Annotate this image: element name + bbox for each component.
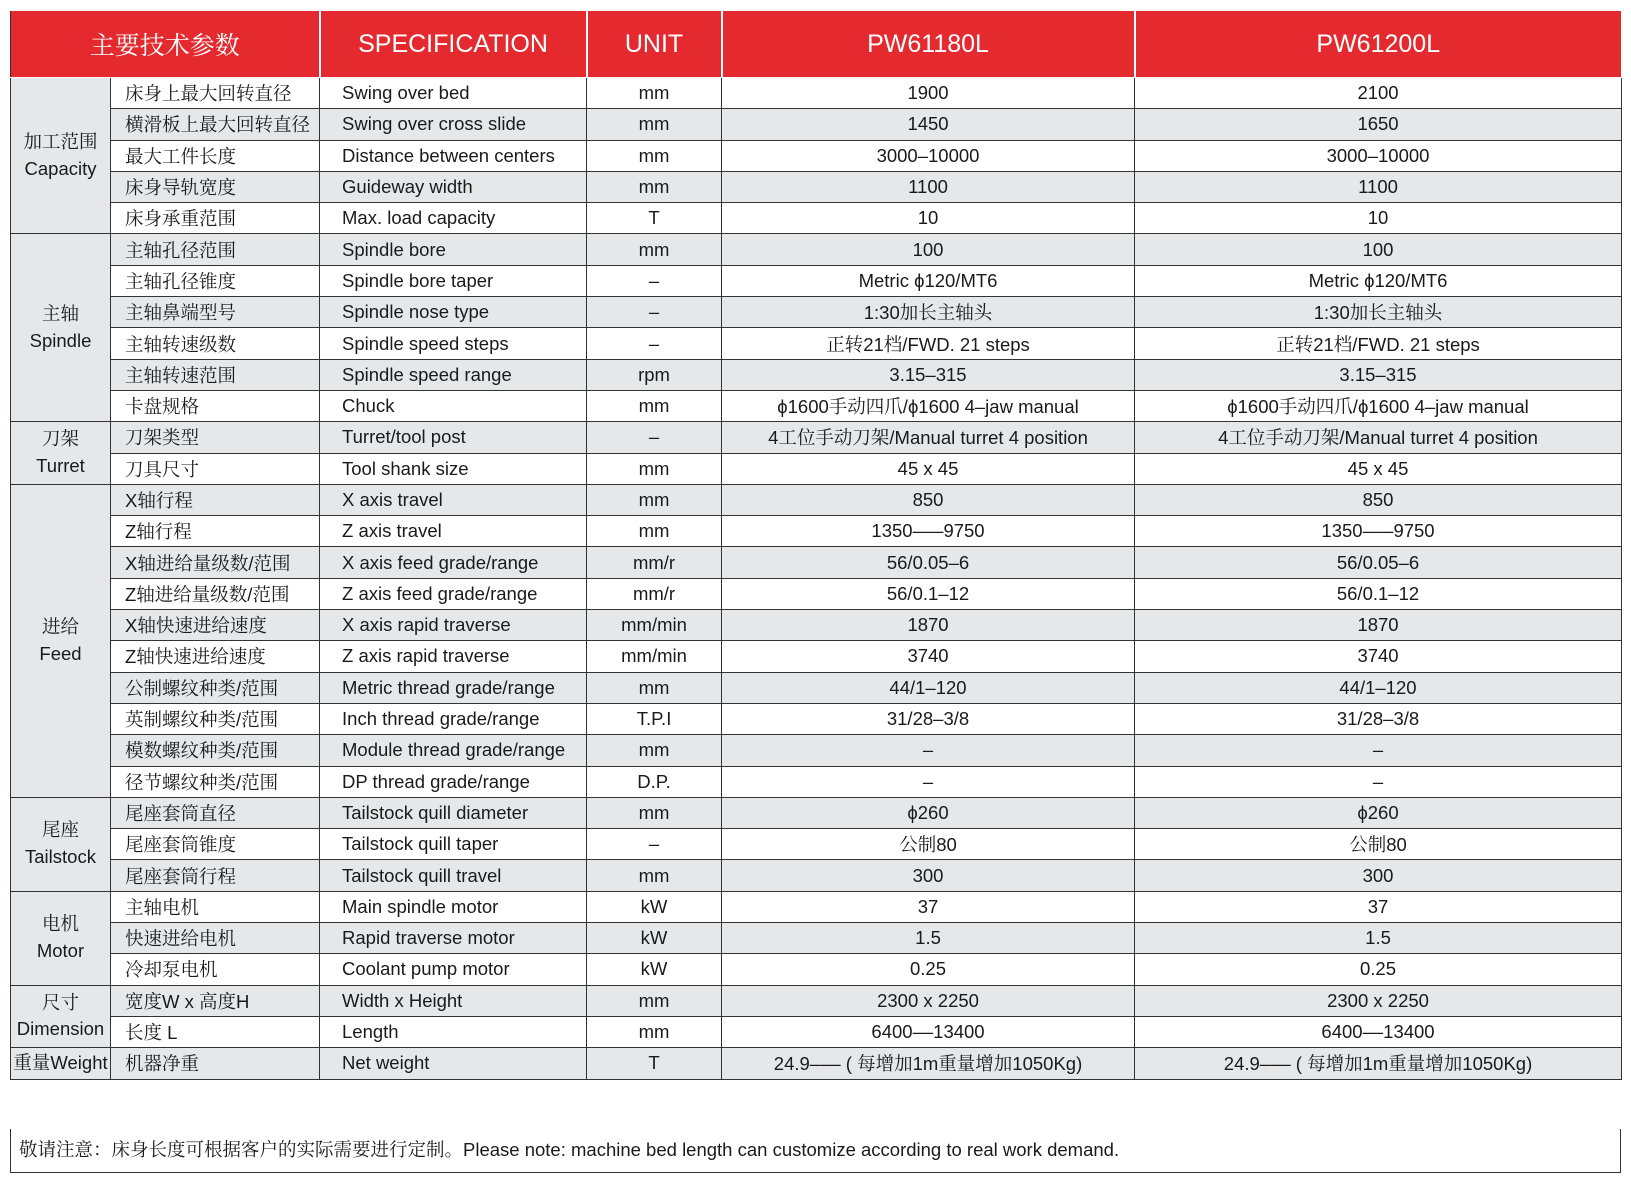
value-pw61180l: 56/0.1–12 [722,578,1135,609]
group-label-en: Spindle [29,329,92,351]
param-unit: kW [587,891,722,922]
param-unit: mm/r [587,547,722,578]
value-pw61180l: 100 [722,234,1135,265]
value-pw61200l: 31/28–3/8 [1135,703,1622,734]
param-name-zh: 横滑板上最大回转直径 [111,109,320,140]
table-row [11,78,1622,109]
value-pw61180l: 4工位手动刀架/Manual turret 4 position [722,422,1135,453]
param-unit: mm/r [587,578,722,609]
param-unit: mm [587,1016,722,1047]
value-pw61200l: 1:30加长主轴头 [1135,297,1622,328]
param-name-zh: 床身承重范围 [111,203,320,234]
param-name-en: Spindle bore [320,234,587,265]
param-name-zh: Z轴行程 [111,516,320,547]
value-pw61200l: 0.25 [1135,954,1622,985]
value-pw61200l: 1100 [1135,171,1622,202]
value-pw61180l: ϕ260 [722,797,1135,828]
table-row [11,985,1622,1016]
group-label-zh: 主轴 [41,303,79,325]
param-unit: – [587,829,722,860]
table-row [11,203,1622,234]
param-unit: mm [587,140,722,171]
param-name-zh: 尾座套筒直径 [111,797,320,828]
param-name-zh: 模数螺纹种类/范围 [111,735,320,766]
group-label [11,797,111,891]
param-name-zh: 快速进给电机 [111,923,320,954]
param-name-zh: 主轴电机 [111,891,320,922]
footnote: 敬请注意：床身长度可根据客户的实际需要进行定制。Please note: machine bed length can customize according to real work demand. [10,1129,1621,1173]
table-row [11,140,1622,171]
param-name-zh: X轴进给量级数/范围 [111,547,320,578]
header-model-pw61200l: PW61200L [1135,11,1622,78]
value-pw61200l: 56/0.1–12 [1135,578,1622,609]
param-unit: mm [587,516,722,547]
spec-body [11,78,1622,1080]
value-pw61200l: 6400––13400 [1135,1016,1622,1047]
group-label-en: Turret [36,455,85,477]
value-pw61180l: 1:30加长主轴头 [722,297,1135,328]
value-pw61180l: Metric ϕ120/MT6 [722,265,1135,296]
param-name-zh: 床身上最大回转直径 [111,78,320,109]
value-pw61180l: 1100 [722,171,1135,202]
param-name-en: Max. load capacity [320,203,587,234]
header-category: 主要技术参数 [11,11,320,78]
value-pw61180l: 3740 [722,641,1135,672]
value-pw61180l: 6400––13400 [722,1016,1135,1047]
group-label-en: Capacity [24,157,97,179]
table-row [11,422,1622,453]
table-row [11,703,1622,734]
value-pw61200l: 300 [1135,860,1622,891]
value-pw61180l: 1350–––9750 [722,516,1135,547]
param-unit: mm [587,453,722,484]
table-row [11,171,1622,202]
group-label [11,234,111,422]
header-specification: SPECIFICATION [320,11,587,78]
param-name-en: Chuck [320,390,587,421]
value-pw61200l: 45 x 45 [1135,453,1622,484]
table-row [11,484,1622,515]
param-name-en: X axis feed grade/range [320,547,587,578]
param-name-en: Swing over bed [320,78,587,109]
param-name-zh: X轴行程 [111,484,320,515]
param-name-en: Module thread grade/range [320,735,587,766]
table-row [11,954,1622,985]
value-pw61200l: 公制80 [1135,829,1622,860]
table-row [11,109,1622,140]
value-pw61180l: 1900 [722,78,1135,109]
param-name-en: Tailstock quill diameter [320,797,587,828]
param-name-zh: 主轴转速范围 [111,359,320,390]
group-label-zh: 尾座 [41,819,79,841]
param-name-en: Z axis feed grade/range [320,578,587,609]
table-row [11,453,1622,484]
table-row [11,390,1622,421]
param-unit: kW [587,954,722,985]
param-name-en: Net weight [320,1048,587,1079]
group-label-en: Feed [39,642,82,664]
param-name-zh: 冷却泵电机 [111,954,320,985]
param-name-en: Z axis travel [320,516,587,547]
param-unit: mm [587,390,722,421]
value-pw61200l: 2300 x 2250 [1135,985,1622,1016]
value-pw61180l: – [722,735,1135,766]
param-name-en: Main spindle motor [320,891,587,922]
param-unit: kW [587,923,722,954]
table-row [11,923,1622,954]
param-name-en: Spindle bore taper [320,265,587,296]
value-pw61180l: 44/1–120 [722,672,1135,703]
value-pw61200l: 1.5 [1135,923,1622,954]
value-pw61180l: 850 [722,484,1135,515]
value-pw61180l: 300 [722,860,1135,891]
param-unit: – [587,422,722,453]
value-pw61200l: 3740 [1135,641,1622,672]
value-pw61200l: 100 [1135,234,1622,265]
value-pw61200l: 1870 [1135,610,1622,641]
value-pw61200l: Metric ϕ120/MT6 [1135,265,1622,296]
group-label [11,484,111,797]
table-row [11,359,1622,390]
param-name-en: Swing over cross slide [320,109,587,140]
param-unit: T.P.I [587,703,722,734]
value-pw61180l: 3.15–315 [722,359,1135,390]
param-name-en: Guideway width [320,171,587,202]
param-name-en: DP thread grade/range [320,766,587,797]
value-pw61180l: 0.25 [722,954,1135,985]
group-label [11,985,111,1048]
table-row [11,672,1622,703]
param-unit: mm [587,78,722,109]
param-name-en: Spindle speed range [320,359,587,390]
param-name-en: Turret/tool post [320,422,587,453]
group-label-zh: 尺寸 [41,991,79,1013]
value-pw61200l: – [1135,735,1622,766]
value-pw61180l: 3000–10000 [722,140,1135,171]
param-name-zh: 英制螺纹种类/范围 [111,703,320,734]
param-unit: mm [587,109,722,140]
value-pw61200l: 3000–10000 [1135,140,1622,171]
table-row [11,829,1622,860]
param-unit: mm [587,985,722,1016]
param-name-en: Tailstock quill travel [320,860,587,891]
group-label-zh: 电机 [41,913,79,935]
group-label-zh: 加工范围 [23,130,98,152]
table-row [11,610,1622,641]
table-row [11,234,1622,265]
param-unit: mm [587,234,722,265]
param-name-en: Spindle nose type [320,297,587,328]
param-unit: mm [587,735,722,766]
param-name-zh: 尾座套筒行程 [111,860,320,891]
table-row [11,1016,1622,1047]
group-label-zh: 刀架 [41,428,79,450]
param-name-en: X axis travel [320,484,587,515]
value-pw61180l: 1.5 [722,923,1135,954]
param-name-en: Length [320,1016,587,1047]
param-name-en: Z axis rapid traverse [320,641,587,672]
param-name-zh: 卡盘规格 [111,390,320,421]
value-pw61180l: ϕ1600手动四爪/ϕ1600 4–jaw manual [722,390,1135,421]
param-name-zh: 主轴孔径范围 [111,234,320,265]
param-name-en: Metric thread grade/range [320,672,587,703]
param-name-en: Coolant pump motor [320,954,587,985]
param-name-zh: 床身导轨宽度 [111,171,320,202]
value-pw61180l: 24.9––– ( 每增加1m重量增加1050Kg) [722,1048,1135,1079]
group-label [11,1048,111,1079]
value-pw61180l: 2300 x 2250 [722,985,1135,1016]
param-name-zh: 最大工件长度 [111,140,320,171]
table-row [11,328,1622,359]
param-name-zh: 主轴鼻端型号 [111,297,320,328]
value-pw61200l: 850 [1135,484,1622,515]
header-unit: UNIT [587,11,722,78]
value-pw61200l: 3.15–315 [1135,359,1622,390]
param-unit: – [587,328,722,359]
param-name-zh: 主轴转速级数 [111,328,320,359]
param-name-en: Tailstock quill taper [320,829,587,860]
value-pw61200l: 2100 [1135,78,1622,109]
param-unit: – [587,297,722,328]
param-unit: D.P. [587,766,722,797]
param-name-zh: 主轴孔径锥度 [111,265,320,296]
param-unit: rpm [587,359,722,390]
param-name-en: Width x Height [320,985,587,1016]
group-label-en: Tailstock [25,846,96,868]
spec-table [10,10,1622,1080]
value-pw61200l: 24.9––– ( 每增加1m重量增加1050Kg) [1135,1048,1622,1079]
param-name-zh: 长度 L [111,1016,320,1047]
group-label-en: Motor [36,940,85,962]
param-name-zh: 径节螺纹种类/范围 [111,766,320,797]
param-name-zh: Z轴快速进给速度 [111,641,320,672]
param-unit: mm [587,860,722,891]
param-name-en: X axis rapid traverse [320,610,587,641]
value-pw61180l: 公制80 [722,829,1135,860]
param-name-en: Spindle speed steps [320,328,587,359]
param-unit: mm [587,484,722,515]
param-unit: T [587,203,722,234]
param-unit: – [587,265,722,296]
table-row [11,547,1622,578]
value-pw61200l: 44/1–120 [1135,672,1622,703]
param-name-en: Distance between centers [320,140,587,171]
value-pw61200l: 37 [1135,891,1622,922]
value-pw61180l: 1870 [722,610,1135,641]
value-pw61180l: 45 x 45 [722,453,1135,484]
param-unit: mm/min [587,641,722,672]
value-pw61180l: 正转21档/FWD. 21 steps [722,328,1135,359]
table-row [11,891,1622,922]
table-row [11,860,1622,891]
param-name-zh: 尾座套筒锥度 [111,829,320,860]
value-pw61180l: 56/0.05–6 [722,547,1135,578]
table-row [11,735,1622,766]
value-pw61200l: ϕ1600手动四爪/ϕ1600 4–jaw manual [1135,390,1622,421]
value-pw61200l: 正转21档/FWD. 21 steps [1135,328,1622,359]
value-pw61200l: 10 [1135,203,1622,234]
param-name-en: Inch thread grade/range [320,703,587,734]
header-model-pw61180l: PW61180L [722,11,1135,78]
value-pw61200l: 1350–––9750 [1135,516,1622,547]
value-pw61180l: – [722,766,1135,797]
value-pw61200l: 4工位手动刀架/Manual turret 4 position [1135,422,1622,453]
value-pw61180l: 1450 [722,109,1135,140]
group-label [11,78,111,234]
table-row [11,766,1622,797]
param-unit: mm [587,672,722,703]
param-name-zh: Z轴进给量级数/范围 [111,578,320,609]
param-name-zh: 刀架类型 [111,422,320,453]
group-label [11,422,111,485]
table-row [11,297,1622,328]
header-row [11,11,1622,78]
table-row [11,578,1622,609]
param-unit: mm [587,171,722,202]
param-name-en: Tool shank size [320,453,587,484]
param-name-zh: 刀具尺寸 [111,453,320,484]
value-pw61200l: 56/0.05–6 [1135,547,1622,578]
param-name-zh: X轴快速进给速度 [111,610,320,641]
table-row [11,265,1622,296]
group-label [11,891,111,985]
table-row [11,1048,1622,1079]
value-pw61180l: 37 [722,891,1135,922]
param-name-zh: 机器净重 [111,1048,320,1079]
value-pw61180l: 10 [722,203,1135,234]
value-pw61200l: ϕ260 [1135,797,1622,828]
param-name-en: Rapid traverse motor [320,923,587,954]
value-pw61200l: 1650 [1135,109,1622,140]
param-name-zh: 宽度W x 高度H [111,985,320,1016]
param-unit: T [587,1048,722,1079]
value-pw61180l: 31/28–3/8 [722,703,1135,734]
param-unit: mm/min [587,610,722,641]
group-label-en: Dimension [16,1018,105,1040]
group-label-zh: 重量Weight [13,1051,108,1073]
table-row [11,641,1622,672]
param-name-zh: 公制螺纹种类/范围 [111,672,320,703]
group-label-zh: 进给 [41,616,79,638]
value-pw61200l: – [1135,766,1622,797]
table-row [11,516,1622,547]
param-unit: mm [587,797,722,828]
table-row [11,797,1622,828]
